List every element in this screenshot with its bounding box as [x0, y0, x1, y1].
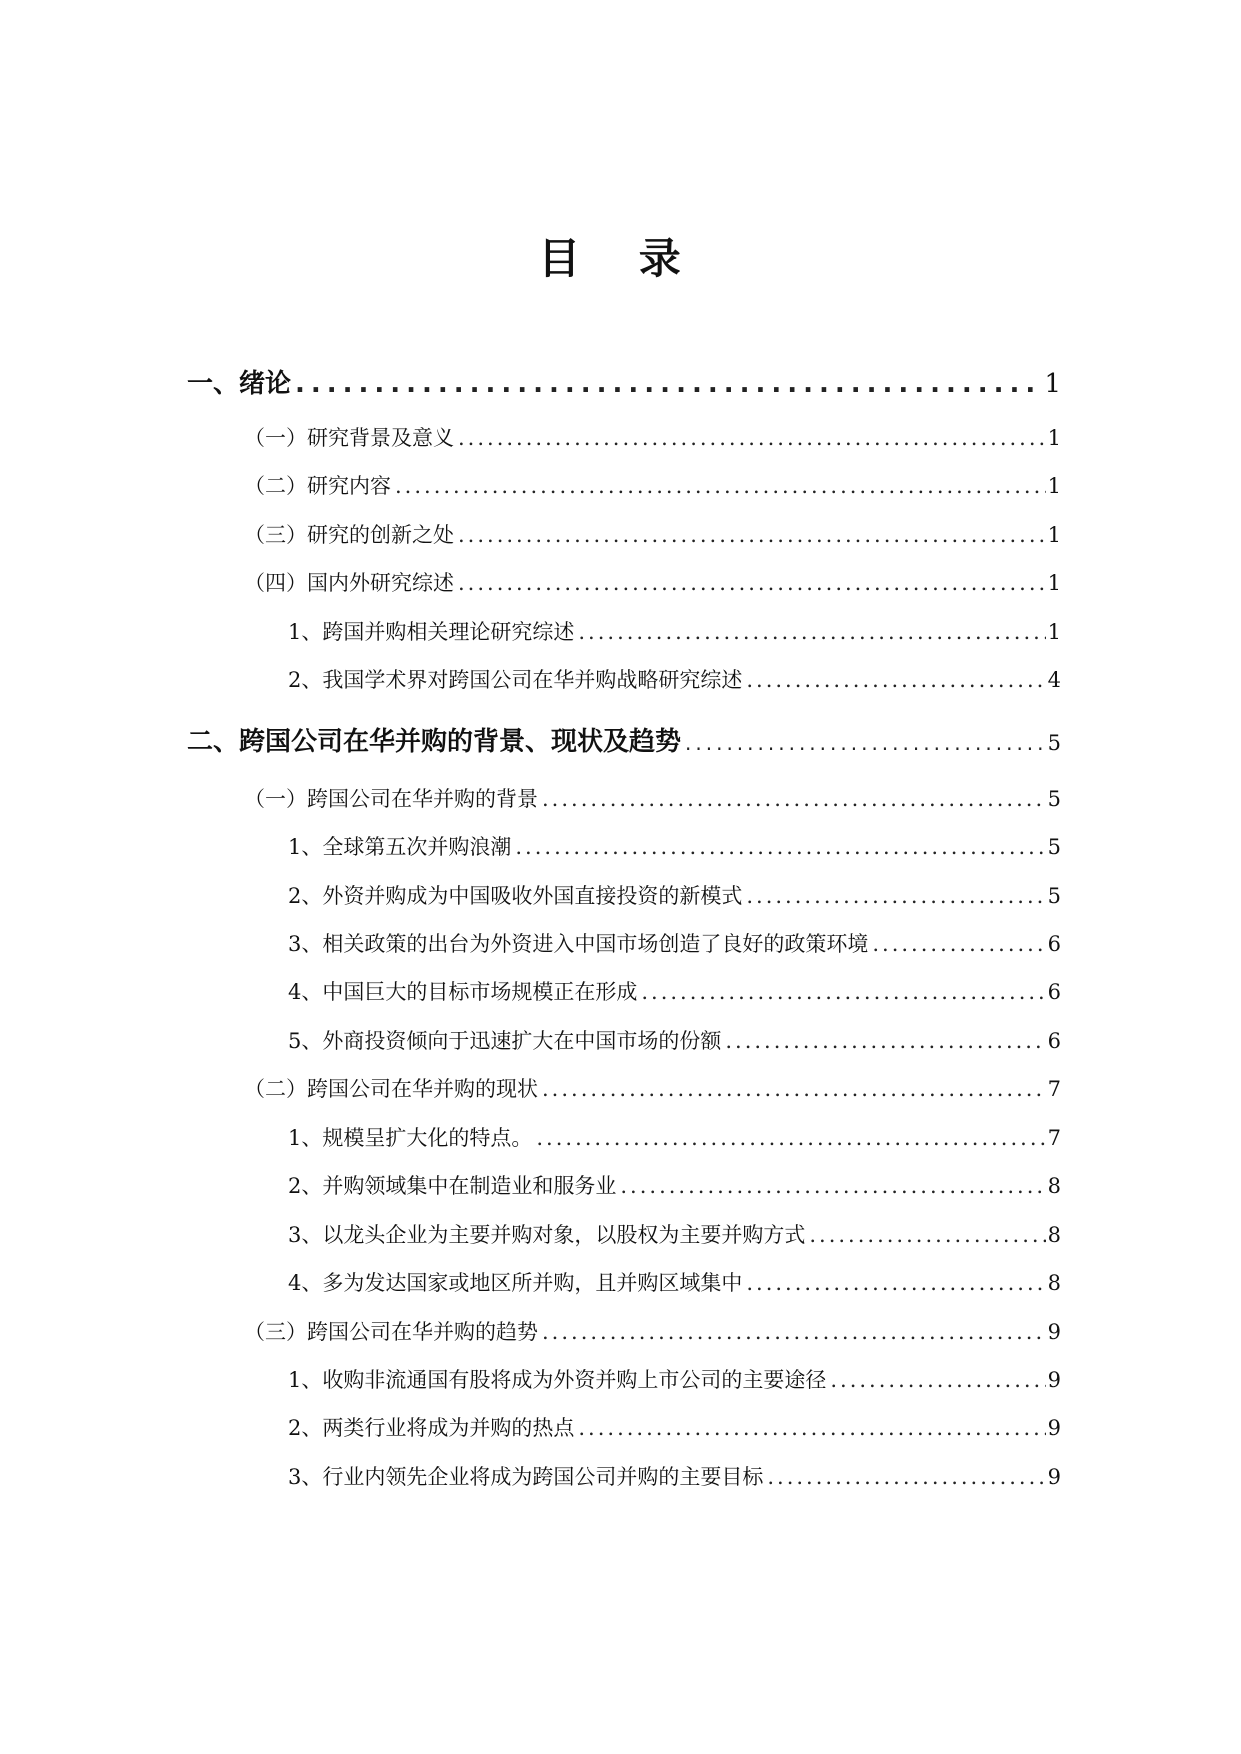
toc-entry-subsection[interactable]	[288, 1170, 1061, 1200]
toc-entry-subsection[interactable]	[288, 1025, 1061, 1055]
toc-entry-page: 5	[1047, 787, 1061, 811]
toc-entry-subsection[interactable]	[288, 1364, 1061, 1394]
toc-entry-section[interactable]	[244, 470, 1061, 500]
toc-entry-page: 7	[1047, 1077, 1061, 1101]
toc-entry-label: （一）跨国公司在华并购的背景	[244, 787, 538, 811]
dot-leader	[641, 980, 1045, 1004]
toc-entry-chapter[interactable]	[187, 363, 1061, 399]
toc-entry-page: 7	[1047, 1126, 1061, 1150]
toc-entry-label: （三）研究的创新之处	[244, 523, 454, 547]
dot-leader	[458, 523, 1046, 547]
toc-entry-subsection[interactable]	[288, 616, 1061, 646]
toc-entry-page: 9	[1047, 1320, 1061, 1344]
toc-entry-subsection[interactable]	[288, 831, 1061, 861]
toc-entry-subsection[interactable]	[288, 1267, 1061, 1297]
toc-entry-label: （二）研究内容	[244, 474, 391, 498]
toc-entry-page: 1	[1047, 571, 1061, 595]
dot-leader	[295, 369, 1042, 399]
toc-entry-section[interactable]	[244, 783, 1061, 813]
toc-entry-subsection[interactable]	[288, 880, 1061, 910]
toc-entry-label: 3、相关政策的出台为外资进入中国市场创造了良好的政策环境	[288, 932, 869, 956]
dot-leader	[458, 426, 1046, 450]
toc-entry-label: （三）跨国公司在华并购的趋势	[244, 1320, 538, 1344]
toc-entry-subsection[interactable]	[288, 976, 1061, 1006]
dot-leader	[725, 1029, 1045, 1053]
toc-entry-page: 8	[1047, 1223, 1061, 1247]
toc-entry-page: 1	[1047, 426, 1061, 450]
toc-entry-label: 1、跨国并购相关理论研究综述	[288, 620, 575, 644]
dot-leader	[578, 1416, 1045, 1440]
toc-title: 目 录	[538, 234, 703, 283]
toc-entry-label: 二、跨国公司在华并购的背景、现状及趋势	[187, 727, 682, 757]
toc-entry-label: 3、以龙头企业为主要并购对象，以股权为主要并购方式	[288, 1223, 806, 1247]
dot-leader	[536, 1126, 1045, 1150]
toc-entry-label: 1、全球第五次并购浪潮	[288, 835, 512, 859]
dot-leader	[578, 620, 1045, 644]
toc-entry-subsection[interactable]	[288, 664, 1061, 694]
toc-entry-label: 4、中国巨大的目标市场规模正在形成	[288, 980, 638, 1004]
toc-entry-section[interactable]	[244, 1316, 1061, 1346]
dot-leader	[872, 932, 1045, 956]
toc-entry-label: 2、并购领域集中在制造业和服务业	[288, 1174, 617, 1198]
dot-leader	[395, 474, 1046, 498]
toc-entry-section[interactable]	[244, 1073, 1061, 1103]
dot-leader	[746, 884, 1045, 908]
toc-entry-label: （一）研究背景及意义	[244, 426, 454, 450]
dot-leader	[809, 1223, 1045, 1247]
toc-entry-page: 8	[1047, 1271, 1061, 1295]
dot-leader	[746, 1271, 1045, 1295]
toc-entry-page: 9	[1047, 1368, 1061, 1392]
toc-entry-label: 3、行业内领先企业将成为跨国公司并购的主要目标	[288, 1465, 764, 1489]
toc-entry-page: 1	[1047, 474, 1061, 498]
toc-entry-label: 5、外商投资倾向于迅速扩大在中国市场的份额	[288, 1029, 722, 1053]
toc-entry-label: 一、绪论	[187, 369, 292, 399]
toc-entry-subsection[interactable]	[288, 1412, 1061, 1442]
toc-entry-page: 5	[1047, 835, 1061, 859]
toc-entry-page: 9	[1047, 1465, 1061, 1489]
toc-entry-label: 1、收购非流通国有股将成为外资并购上市公司的主要途径	[288, 1368, 827, 1392]
dot-leader	[542, 787, 1046, 811]
toc-entry-page: 5	[1047, 731, 1061, 755]
toc-entry-page: 6	[1047, 980, 1061, 1004]
toc-entry-subsection[interactable]	[288, 928, 1061, 958]
toc-entry-page: 6	[1047, 1029, 1061, 1053]
dot-leader	[542, 1077, 1046, 1101]
toc-entry-section[interactable]	[244, 422, 1061, 452]
toc-entry-page: 6	[1047, 932, 1061, 956]
dot-leader	[515, 835, 1045, 859]
dot-leader	[767, 1465, 1045, 1489]
toc-entry-page: 1	[1044, 369, 1061, 399]
toc-entry-label: 4、多为发达国家或地区所并购，且并购区域集中	[288, 1271, 743, 1295]
dot-leader	[685, 731, 1046, 755]
dot-leader	[830, 1368, 1045, 1392]
toc-entry-chapter[interactable]	[187, 721, 1061, 757]
toc-entry-subsection[interactable]	[288, 1219, 1061, 1249]
toc-entry-label: （二）跨国公司在华并购的现状	[244, 1077, 538, 1101]
toc-entry-page: 9	[1047, 1416, 1061, 1440]
toc-entry-section[interactable]	[244, 519, 1061, 549]
toc-entry-label: 2、外资并购成为中国吸收外国直接投资的新模式	[288, 884, 743, 908]
dot-leader	[746, 668, 1045, 692]
toc-entry-label: 1、规模呈扩大化的特点。	[288, 1126, 533, 1150]
toc-entry-subsection[interactable]	[288, 1461, 1061, 1491]
toc-entry-page: 4	[1047, 668, 1061, 692]
toc-entry-page: 5	[1047, 884, 1061, 908]
toc-entry-page: 1	[1047, 523, 1061, 547]
toc-entry-label: 2、两类行业将成为并购的热点	[288, 1416, 575, 1440]
dot-leader	[542, 1320, 1046, 1344]
dot-leader	[458, 571, 1046, 595]
toc-entry-subsection[interactable]	[288, 1122, 1061, 1152]
toc-entry-label: （四）国内外研究综述	[244, 571, 454, 595]
toc-entry-section[interactable]	[244, 567, 1061, 597]
toc-entry-label: 2、我国学术界对跨国公司在华并购战略研究综述	[288, 668, 743, 692]
dot-leader	[620, 1174, 1045, 1198]
toc-entry-page: 8	[1047, 1174, 1061, 1198]
toc-entry-page: 1	[1047, 620, 1061, 644]
